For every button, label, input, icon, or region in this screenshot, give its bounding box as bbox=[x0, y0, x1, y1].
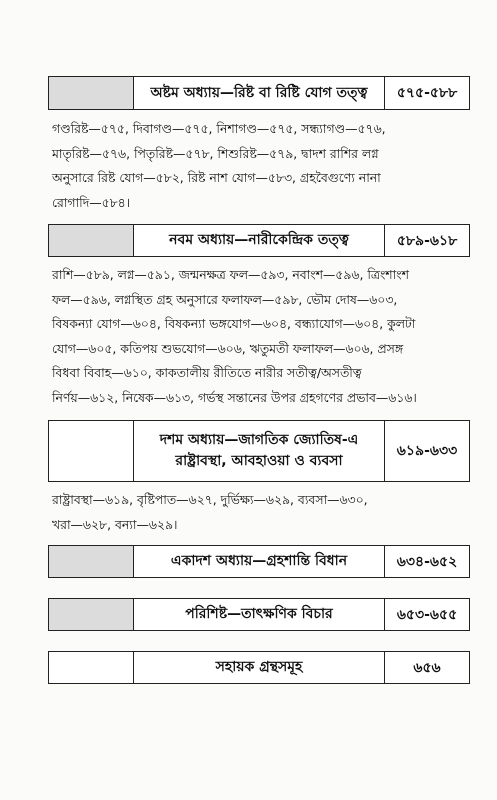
chapter-8-line: অনুসারে রিষ্ট যোগ—৫৮২, রিষ্ট নাশ যোগ—৫৮৩, গ্রহবৈগুণ্যে নানা bbox=[52, 170, 381, 185]
chapter-8-line: গণ্ডরিষ্ট—৫৭৫, দিবাগণ্ড—৫৭৫, নিশাগণ্ড—৫৭৫, সন্ধ্যাগণ্ড—৫৭৬, bbox=[52, 121, 386, 136]
chapter-11-lead-cell bbox=[49, 546, 134, 577]
chapter-11-title: একাদশ অধ্যায়—গ্রহশান্তি বিধান bbox=[170, 553, 348, 569]
chapter-9-line: যোগ—৬০৫, কতিপয় শুভযোগ—৬০৬, ঋতুমতী ফলাফল—৬০৬, প্রসঙ্গ bbox=[52, 340, 404, 356]
chapter-10-title-line-1: দশম অধ্যায়—জাগতিক জ্যোতিষ-এ bbox=[159, 432, 359, 448]
chapter-10-line: রাষ্ট্রাবস্থা—৬১৯, বৃষ্টিপাত—৬২৭, দুর্ভিক্ষ্য—৬২৯, ব্যবসা—৬৩০, bbox=[52, 492, 368, 507]
chapter-9-lead-cell bbox=[49, 225, 134, 256]
chapter-9-line: নির্ণয়—৬১২, নিষেক—৬১৩, গর্ভস্থ সন্তানের উপর গ্রহগণের প্রভাব—৬১৬। bbox=[52, 389, 417, 405]
chapter-8-pages: ৫৭৫-৫৮৮ bbox=[384, 77, 469, 109]
chapter-9-line: ফল—৫৯৬, লগ্নস্থিত গ্রহ অনুসারে ফলাফল—৫৯৮, ভৌম দোষ—৬০৩, bbox=[52, 291, 398, 307]
chapter-9-line: রাশি—৫৮৯, লগ্ন—৫৯১, জন্মনক্ষত্র ফল—৫৯৩, নবাংশ—৫৯৬, ত্রিংশাংশ bbox=[52, 267, 409, 282]
chapter-10-title bbox=[134, 421, 384, 481]
chapter-9-line: বিধবা বিবাহ—৬১০, কাকতালীয় রীতিতে নারীর সতীত্ব/অসতীত্ব bbox=[52, 365, 362, 380]
chapter-10-title-line-2: রাষ্ট্রাবস্থা, আবহাওয়া ও ব্যবসা bbox=[175, 453, 343, 469]
appendix-pages: ৬৫৩-৬৫৫ bbox=[384, 599, 469, 630]
chapter-10-lead-cell bbox=[49, 421, 134, 481]
bibliography-lead-cell bbox=[49, 652, 134, 683]
chapter-8-title: অষ্টম অধ্যায়—রিষ্ট বা রিষ্টি যোগ তত্ত্ব bbox=[150, 84, 368, 101]
chapter-9-line: বিষকন্যা যোগ—৬০৪, বিষকন্যা ভঙ্গযোগ—৬০৪, বন্ধ্যাযোগ—৬০৪, কুলটা bbox=[52, 316, 416, 331]
chapter-10-line: খরা—৬২৮, বন্যা—৬২৯। bbox=[52, 516, 178, 532]
bibliography-header bbox=[48, 651, 470, 684]
chapter-10-contents bbox=[52, 488, 470, 537]
bibliography-pages: ৬৫৬ bbox=[384, 652, 469, 683]
chapter-8-lead-cell bbox=[49, 77, 134, 109]
appendix-title: পরিশিষ্ট—তাৎক্ষণিক বিচার bbox=[185, 606, 333, 622]
chapter-8-line: রোগাদি—৫৮৪। bbox=[52, 194, 131, 210]
chapter-8-contents bbox=[52, 117, 470, 215]
chapter-11-pages: ৬৩৪-৬৫২ bbox=[384, 546, 469, 577]
bibliography-title: সহায়ক গ্রন্থসমূহ bbox=[215, 659, 303, 675]
chapter-10-header bbox=[48, 420, 470, 482]
chapter-11-header bbox=[48, 545, 470, 578]
chapter-8-header bbox=[48, 76, 470, 110]
chapter-9-contents bbox=[52, 263, 470, 410]
chapter-10-pages: ৬১৯-৬৩৩ bbox=[384, 421, 469, 481]
chapter-9-header bbox=[48, 224, 470, 257]
chapter-8-line: মাতৃরিষ্ট—৫৭৬, পিতৃরিষ্ট—৫৭৮, শিশুরিষ্ট—৫৭৯, দ্বাদশ রাশির লগ্ন bbox=[52, 145, 379, 161]
chapter-9-pages: ৫৮৯-৬১৮ bbox=[384, 225, 469, 256]
chapter-9-title: নবম অধ্যায়—নারীকেন্দ্রিক তত্ত্ব bbox=[169, 232, 349, 248]
appendix-header bbox=[48, 598, 470, 631]
appendix-lead-cell bbox=[49, 599, 134, 630]
